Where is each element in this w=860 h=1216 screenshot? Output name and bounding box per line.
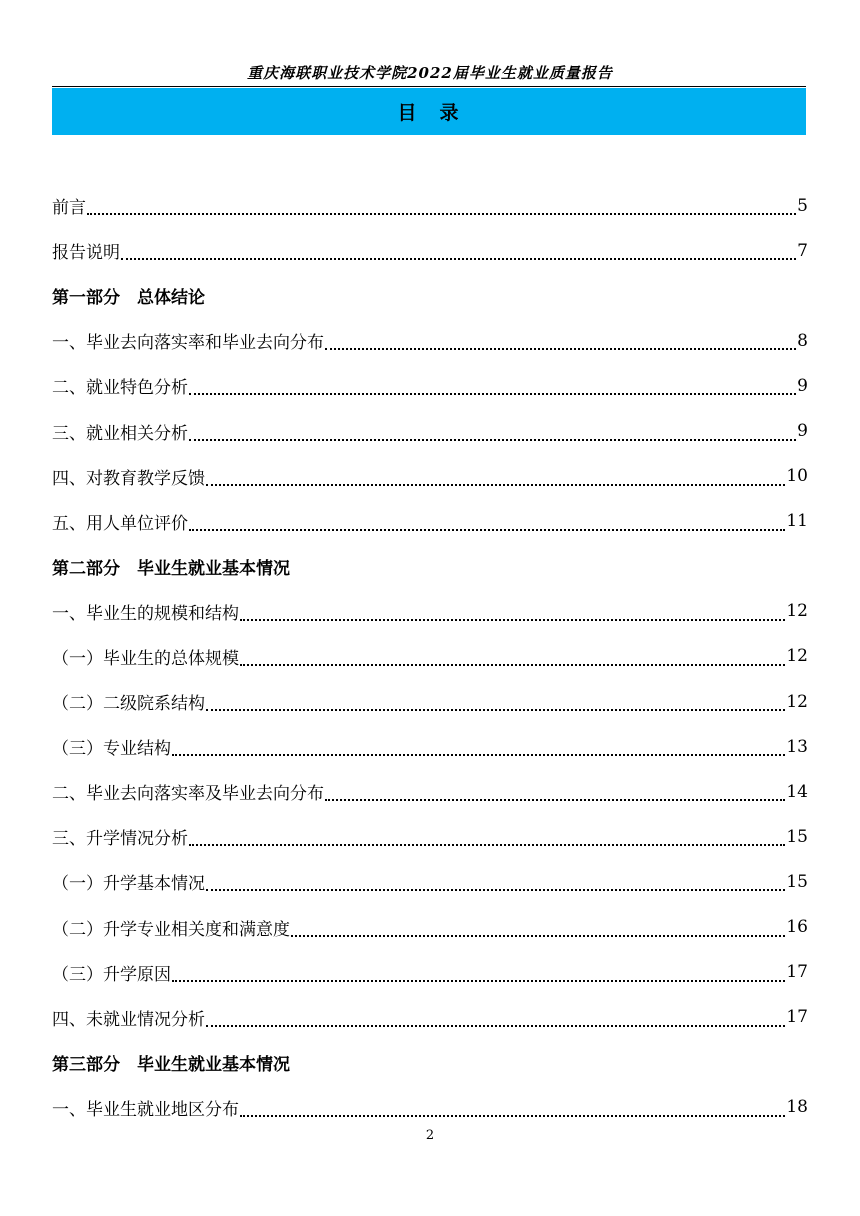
toc-dot-leader (189, 843, 785, 846)
toc-entry-page: 15 (786, 826, 808, 847)
toc-entry[interactable] (52, 318, 808, 363)
toc-part-heading[interactable] (52, 1040, 808, 1085)
toc-entry[interactable] (52, 589, 808, 634)
toc-entry-page: 18 (786, 1097, 808, 1118)
toc-entry-page: 5 (797, 195, 808, 216)
toc-entry[interactable] (52, 634, 808, 679)
toc-entry[interactable] (52, 228, 808, 273)
toc-entry[interactable] (52, 769, 808, 814)
toc-entry-page: 10 (786, 466, 808, 487)
toc-entry-page: 9 (797, 421, 808, 442)
toc-entry[interactable] (52, 905, 808, 950)
toc-entry-label: 第一部分 总体结论 (52, 288, 205, 309)
header-divider (52, 86, 806, 87)
toc-dot-leader (206, 483, 785, 486)
toc-entry[interactable] (52, 363, 808, 408)
toc-entry[interactable] (52, 859, 808, 904)
toc-dot-leader (291, 934, 785, 937)
toc-entry-label: 第二部分 毕业生就业基本情况 (52, 558, 290, 579)
toc-entry-label: （三）专业结构 (52, 739, 171, 760)
toc-dot-leader (206, 888, 785, 891)
toc-entry-label: 报告说明 (52, 243, 120, 264)
toc-title: 目 录 (397, 102, 461, 124)
toc-dot-leader (240, 618, 785, 621)
toc-dot-leader (240, 1114, 785, 1117)
toc-entry-label: 一、毕业去向落实率和毕业去向分布 (52, 333, 324, 354)
running-header: 重庆海联职业技术学院2022届毕业生就业质量报告 (247, 64, 613, 82)
toc-title-bar (52, 88, 806, 135)
toc-entry-label: 一、毕业生的规模和结构 (52, 603, 239, 624)
toc-entry-label: 三、升学情况分析 (52, 829, 188, 850)
toc-entry-page: 9 (797, 375, 808, 396)
toc-dot-leader (325, 347, 796, 350)
toc-entry-label: （二）二级院系结构 (52, 694, 205, 715)
toc-entry-page: 17 (786, 1007, 808, 1028)
toc-part-heading[interactable] (52, 544, 808, 589)
toc-dot-leader (189, 392, 796, 395)
toc-part-heading[interactable] (52, 273, 808, 318)
toc-dot-leader (189, 528, 785, 531)
toc-dot-leader (172, 979, 785, 982)
toc-entry-label: 前言 (52, 198, 86, 219)
toc-entry[interactable] (52, 679, 808, 724)
toc-entry-page: 8 (797, 330, 808, 351)
toc-entry-page: 12 (786, 601, 808, 622)
toc-dot-leader (325, 798, 785, 801)
toc-entry-label: 四、对教育教学反馈 (52, 468, 205, 489)
toc-entry-page: 15 (786, 871, 808, 892)
toc-entry-label: 五、用人单位评价 (52, 513, 188, 534)
toc-entry[interactable] (52, 950, 808, 995)
toc-entry-page: 12 (786, 691, 808, 712)
toc-entry-label: （一）毕业生的总体规模 (52, 648, 239, 669)
table-of-contents (52, 183, 808, 1130)
toc-entry-page: 11 (786, 511, 808, 532)
toc-entry-page: 13 (786, 736, 808, 757)
toc-entry-label: 二、就业特色分析 (52, 378, 188, 399)
toc-entry[interactable] (52, 995, 808, 1040)
toc-dot-leader (240, 663, 785, 666)
toc-entry-label: （三）升学原因 (52, 964, 171, 985)
toc-entry-page: 17 (786, 962, 808, 983)
page-number: 2 (425, 1128, 435, 1143)
toc-entry-label: 四、未就业情况分析 (52, 1009, 205, 1030)
toc-entry-label: 第三部分 毕业生就业基本情况 (52, 1054, 290, 1075)
toc-entry[interactable] (52, 408, 808, 453)
toc-entry-label: 一、毕业生就业地区分布 (52, 1099, 239, 1120)
toc-dot-leader (206, 1024, 785, 1027)
toc-dot-leader (189, 438, 796, 441)
toc-entry-page: 7 (797, 240, 808, 261)
toc-entry[interactable] (52, 183, 808, 228)
toc-entry-label: 三、就业相关分析 (52, 423, 188, 444)
toc-dot-leader (172, 753, 785, 756)
toc-dot-leader (206, 708, 785, 711)
toc-dot-leader (121, 257, 796, 260)
toc-entry[interactable] (52, 1085, 808, 1130)
toc-entry[interactable] (52, 724, 808, 769)
toc-dot-leader (87, 212, 796, 215)
toc-entry-label: （一）升学基本情况 (52, 874, 205, 895)
toc-entry[interactable] (52, 499, 808, 544)
toc-entry-label: （二）升学专业相关度和满意度 (52, 919, 290, 940)
toc-entry-label: 二、毕业去向落实率及毕业去向分布 (52, 784, 324, 805)
toc-entry-page: 14 (786, 781, 808, 802)
toc-entry[interactable] (52, 454, 808, 499)
toc-entry[interactable] (52, 814, 808, 859)
toc-entry-page: 16 (786, 917, 808, 938)
toc-entry-page: 12 (786, 646, 808, 667)
